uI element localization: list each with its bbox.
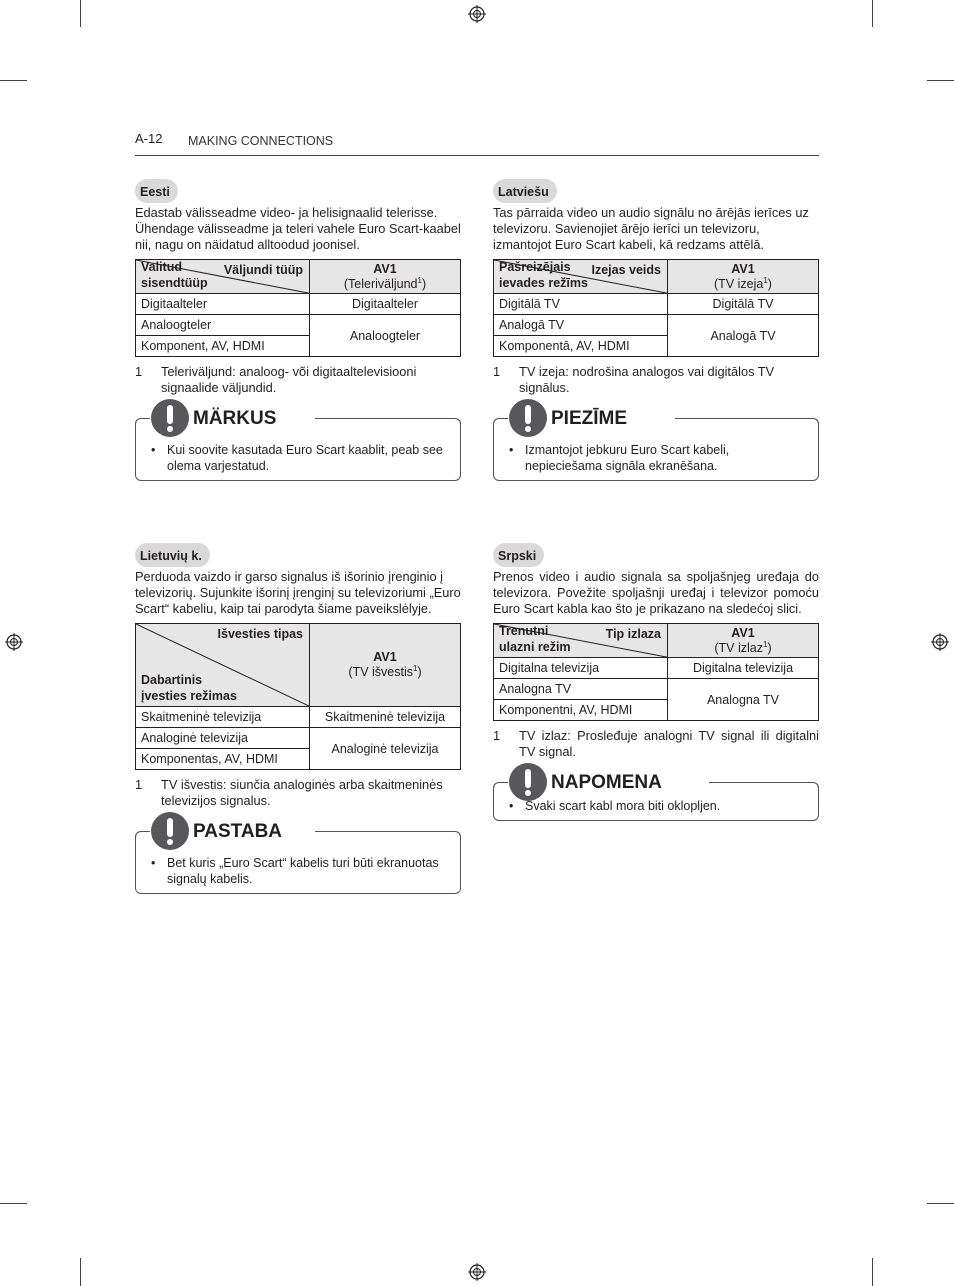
output-type-label: Väljundi tüüp <box>223 263 303 277</box>
table-row <box>136 315 461 336</box>
footnote-number: 1 <box>135 777 143 792</box>
output-type-label: Izejas veids <box>591 263 661 277</box>
footnote-ref: 1 <box>763 276 768 285</box>
connection-table <box>135 623 461 770</box>
crop-mark <box>80 0 81 27</box>
registration-mark-icon <box>5 633 23 651</box>
connection-table <box>135 259 461 357</box>
registration-mark-icon <box>931 633 949 651</box>
note-box <box>135 408 461 481</box>
connection-table <box>493 623 819 721</box>
footnote-text: TV izlaz: Prosleđuje analogni TV signal ili digitalni TV signal. <box>519 728 819 760</box>
table-cell: Analogā TV <box>668 315 819 357</box>
table-cell: Analogna TV <box>494 679 668 700</box>
table-cell: Digitalna televizija <box>494 658 668 679</box>
table-row <box>494 679 819 700</box>
footnote-number: 1 <box>493 364 501 380</box>
table-cell: Komponentā, AV, HDMI <box>494 336 668 357</box>
language-label: Eesti <box>135 179 178 203</box>
crop-mark <box>927 1203 954 1204</box>
table-cell: Komponentni, AV, HDMI <box>494 700 668 721</box>
input-type-label: Valitud sisendtüüp <box>141 260 208 291</box>
section-description: Edastab välisseadme video- ja helisignaalid telerisse. Ühendage välisseadme ja teleri vahele Euro Scart-kaabel nii, nagu on näidatud alltoodud joonisel. <box>135 205 461 252</box>
table-cell: Analoginė televizija <box>136 728 310 749</box>
language-label: Lietuvių k. <box>135 543 210 567</box>
table-diagonal-header <box>136 260 310 294</box>
registration-mark-icon <box>468 5 486 23</box>
av-description: (TV išvestis <box>348 665 413 680</box>
table-cell: Digitālā TV <box>668 294 819 315</box>
note-title: MÄRKUS <box>193 408 277 430</box>
table-cell: Digitalna televizija <box>668 658 819 679</box>
table-diagonal-header <box>136 624 310 707</box>
table-cell: Analogna TV <box>668 679 819 721</box>
footnote-number: 1 <box>493 728 501 744</box>
table-row <box>136 728 461 749</box>
page-header <box>135 131 819 156</box>
crop-mark <box>872 1258 873 1286</box>
av-name: AV1 <box>731 262 755 276</box>
table-row <box>136 294 461 315</box>
table-cell: Analogā TV <box>494 315 668 336</box>
av-description: (Teleriväljund <box>343 277 418 292</box>
footnote-ref: 1 <box>763 640 768 649</box>
av-name: AV1 <box>373 262 397 276</box>
av-description: (TV izlaz <box>714 641 763 656</box>
note-item: • Svaki scart kabl mora biti oklopljen. <box>508 798 808 814</box>
input-type-label: Trenutni ulazni režim <box>499 624 571 655</box>
note-box <box>493 772 819 821</box>
footnote-text: TV izeja: nodrošina analogos vai digitālos TV signālus. <box>519 364 775 396</box>
section-title: MAKING CONNECTIONS <box>188 134 334 148</box>
crop-mark <box>80 1258 81 1286</box>
section-latviesu <box>493 179 819 481</box>
note-title: PASTABA <box>193 821 283 842</box>
footnote <box>135 364 461 396</box>
note-item: • Kui soovite kasutada Euro Scart kaablit, peab see olema varjestatud. <box>150 442 450 474</box>
table-row <box>494 658 819 679</box>
table-cell: Komponent, AV, HDMI <box>136 336 310 357</box>
av-name: AV1 <box>373 650 397 665</box>
av-column-header: AV1 (TV izeja$^1$) <box>668 260 819 294</box>
section-eesti <box>135 179 461 481</box>
input-type-label: Pašreizējais ievades režīms <box>499 260 588 291</box>
crop-mark <box>0 1203 27 1204</box>
table-cell: Analoogteler <box>310 315 461 357</box>
av-column-header: AV1 (TV izlaz$^1$) <box>668 624 819 658</box>
table-row <box>136 707 461 728</box>
table-row <box>494 315 819 336</box>
note-item: • Bet kuris „Euro Scart“ kabelis turi būti ekranuotas signalų kabelis. <box>150 855 450 887</box>
footnote <box>493 364 819 396</box>
table-cell: Analoogteler <box>136 315 310 336</box>
av-column-header: AV1 (Teleriväljund$^1$) <box>310 260 461 294</box>
language-label: Srpski <box>493 543 544 567</box>
section-srpski <box>493 543 819 821</box>
output-type-label: Tip izlaza <box>605 627 661 641</box>
table-row <box>494 294 819 315</box>
note-box <box>493 408 819 481</box>
connection-table <box>493 259 819 357</box>
note-title: PIEZĪME <box>551 408 628 430</box>
table-diagonal-header <box>494 260 668 294</box>
crop-mark <box>872 0 873 27</box>
note-title: NAPOMENA <box>551 772 662 794</box>
av-description: (TV izeja <box>714 277 764 292</box>
footnote <box>135 777 461 809</box>
input-type-label: Dabartinis įvesties režimas <box>141 673 237 703</box>
table-cell: Digitaalteler <box>136 294 310 315</box>
page-number: A-12 <box>135 131 163 146</box>
section-description: Tas pārraida video un audio signālu no ārējās ierīces uz televizoru. Savienojiet ārējo ierīci un televizoru, izmantojot Euro Scart kabeli, kā redzams attēlā. <box>493 205 809 252</box>
footnote-number: 1 <box>135 364 143 380</box>
note-item: • Izmantojot jebkuru Euro Scart kabeli, nepieciešama signāla ekranēšana. <box>508 442 808 474</box>
footnote-ref: 1 <box>412 664 418 674</box>
footnote <box>493 728 819 760</box>
footnote-text: Teleriväljund: analoog- või digitaaltelevisiooni signaalide väljundid. <box>161 364 417 396</box>
av-name: AV1 <box>731 626 755 640</box>
table-cell: Skaitmeninė televizija <box>310 707 461 728</box>
table-diagonal-header <box>494 624 668 658</box>
section-description: Perduoda vaizdo ir garso signalus iš išorinio įrenginio į televizorių. Sujunkite išorinį įrenginį su televizoriumi „Euro Scart“ kabeliu, kaip tai parodyta šiame paveikslėlyje. <box>135 569 461 616</box>
table-cell: Komponentas, AV, HDMI <box>136 749 310 770</box>
crop-mark <box>0 80 27 81</box>
crop-mark <box>927 80 954 81</box>
table-cell: Digitālā TV <box>494 294 668 315</box>
section-lietuviu <box>135 543 461 894</box>
registration-mark-icon <box>468 1263 486 1281</box>
table-cell: Skaitmeninė televizija <box>136 707 310 728</box>
footnote-text: TV išvestis: siunčia analoginės arba skaitmeninės televizijos signalus. <box>161 777 443 808</box>
table-cell: Analoginė televizija <box>310 728 461 770</box>
table-cell: Digitaalteler <box>310 294 461 315</box>
note-box <box>135 821 461 894</box>
footnote-ref: 1 <box>417 276 422 285</box>
language-label: Latviešu <box>493 179 557 203</box>
output-type-label: Išvesties tipas <box>217 627 303 641</box>
av-column-header: AV1 (TV išvestis$^1$) <box>310 624 461 707</box>
section-description: Prenos video i audio signala sa spoljašnjeg uređaja do televizora. Povežite spoljašnji uređaj i televizor pomoću Euro Scart kabla kao što je prikazano na sledećoj slici. <box>493 569 819 616</box>
